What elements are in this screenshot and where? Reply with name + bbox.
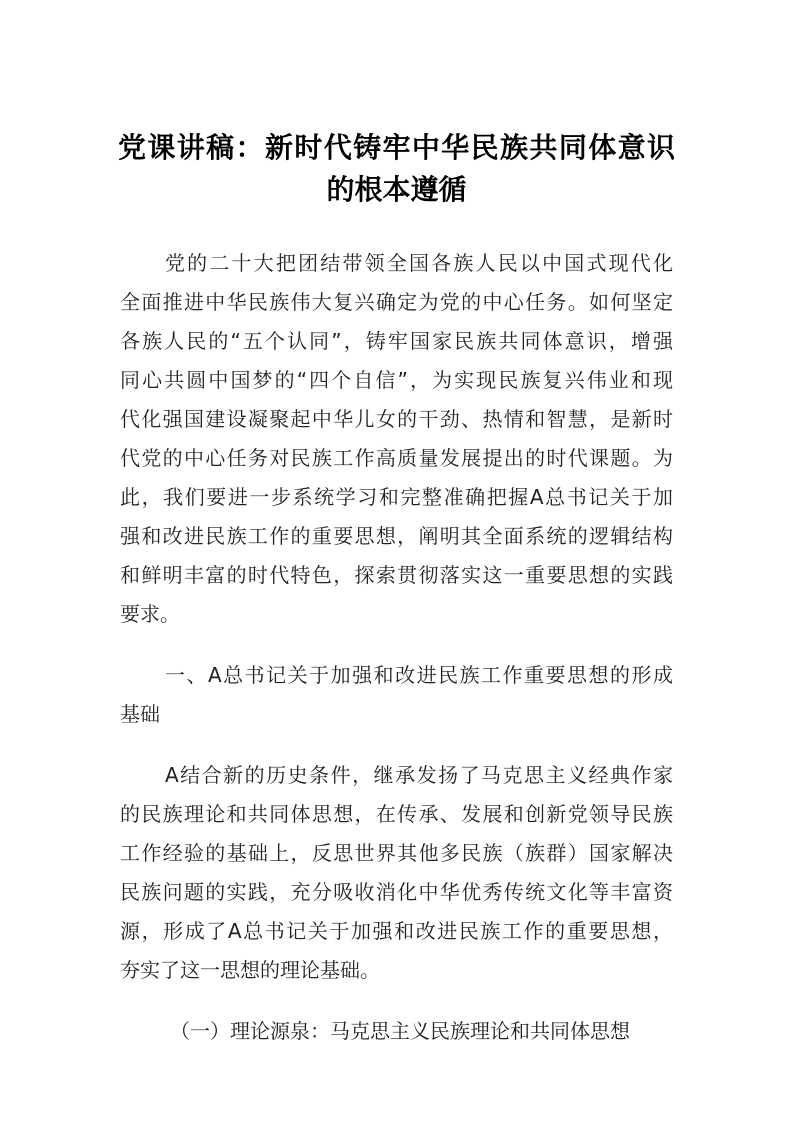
- title-line-1: 党课讲稿：新时代铸牢中华民族共同体意识: [118, 131, 675, 164]
- document-title: [118, 127, 675, 211]
- text-line: 工作经验的基础上，反思世界其他多民族（族群）国家解决: [120, 841, 673, 865]
- text-line: 强和改进民族工作的重要思想，阐明其全面系统的逻辑结构: [120, 524, 673, 548]
- text-line: A结合新的历史条件，继承发扬了马克思主义经典作家: [165, 763, 673, 787]
- text-line: 民族问题的实践，充分吸收消化中华优秀传统文化等丰富资: [120, 880, 673, 904]
- text-line: 的民族理论和共同体思想，在传承、发展和创新党领导民族: [120, 802, 673, 826]
- text-line: 和鲜明丰富的时代特色，探索贯彻落实这一重要思想的实践: [120, 563, 673, 587]
- paragraph: [120, 656, 673, 734]
- text-line: 源，形成了A总书记关于加强和改进民族工作的重要思想，: [120, 919, 673, 943]
- document-body: [120, 244, 673, 1073]
- text-line: 各族人民的“五个认同”，铸牢国家民族共同体意识，增强: [120, 329, 673, 353]
- text-line: 党的二十大把团结带领全国各族人民以中国式现代化: [165, 251, 673, 275]
- text-line: （一）理论源泉：马克思主义民族理论和共同体思想: [170, 1019, 630, 1043]
- text-line: 同心共圆中国梦的“四个自信”，为实现民族复兴伟业和现: [120, 368, 673, 392]
- text-line: 一、A总书记关于加强和改进民族工作重要思想的形成: [165, 663, 673, 687]
- text-line: 代党的中心任务对民族工作高质量发展提出的时代课题。为: [120, 446, 673, 470]
- text-line: 基础: [120, 702, 160, 726]
- text-line: 夯实了这一思想的理论基础。: [120, 958, 380, 982]
- section-subheading: [120, 1012, 673, 1051]
- text-line: 全面推进中华民族伟大复兴确定为党的中心任务。如何坚定: [120, 290, 673, 314]
- paragraph: [120, 756, 673, 990]
- paragraph: [120, 244, 673, 634]
- title-line-2: 的根本遵循: [326, 173, 467, 206]
- text-line: 要求。: [120, 602, 180, 626]
- text-line: 此，我们要进一步系统学习和完整准确把握A总书记关于加: [120, 485, 673, 509]
- text-line: 代化强国建设凝聚起中华儿女的干劲、热情和智慧，是新时: [120, 407, 673, 431]
